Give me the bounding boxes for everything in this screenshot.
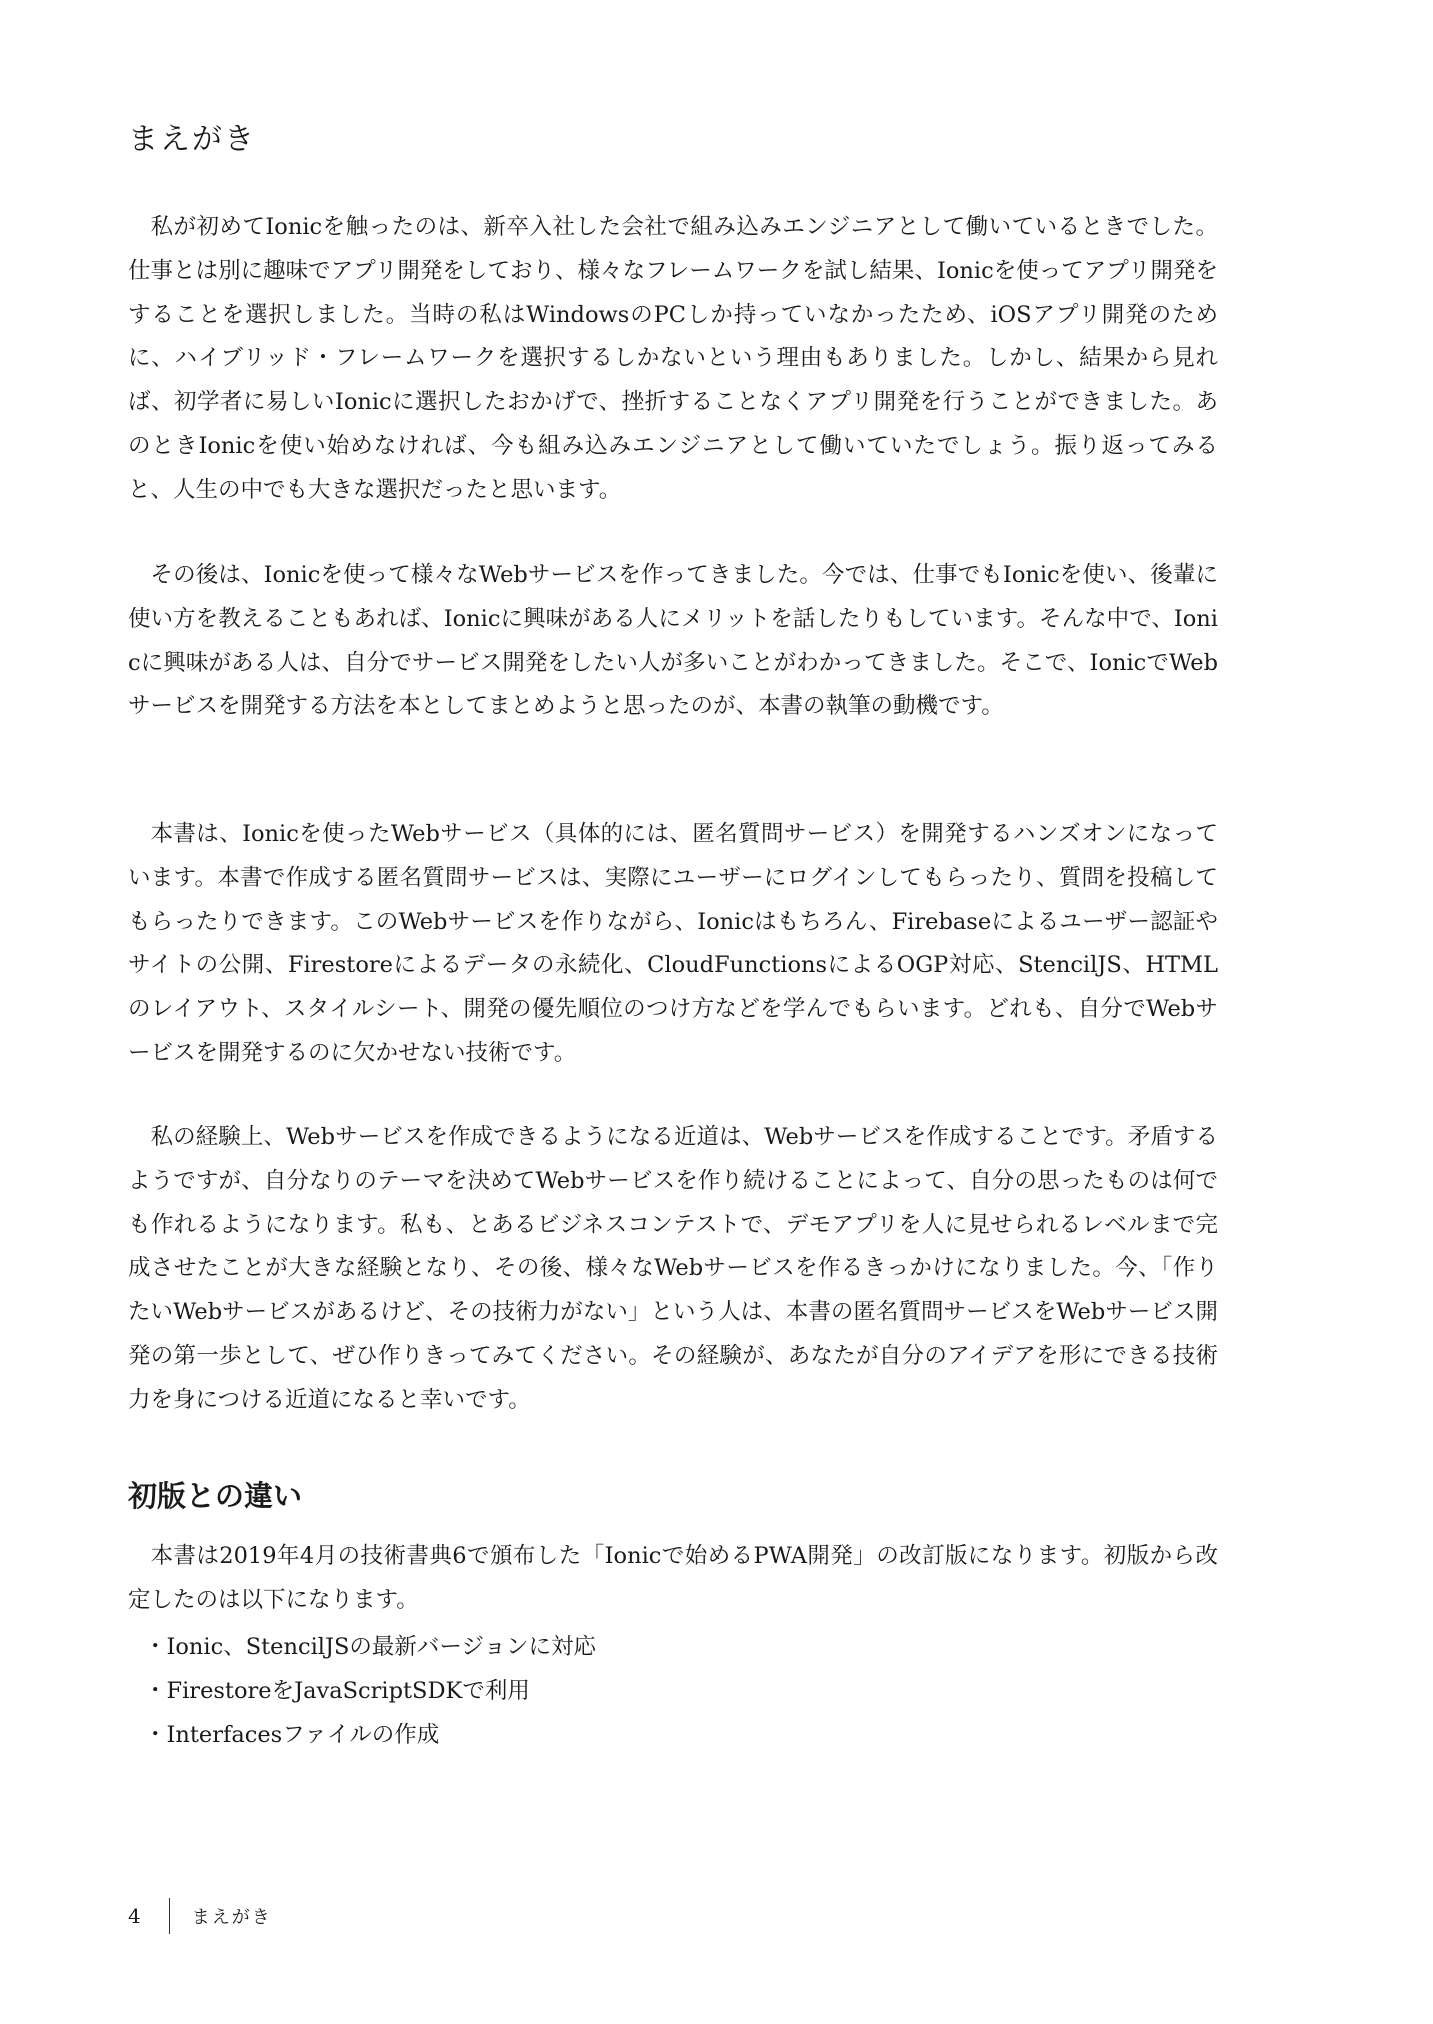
paragraph-2: その後は、Ionicを使って様々なWebサービスを作ってきました。今では、仕事でもIonicを使い、後輩に使い方を教えることもあれば、Ionicに興味がある人にメリットを話したりもしています。そんな中で、Ionicに興味がある人は、自分でサービス開発をしたい人が多いことがわかってきました。そこで、IonicでWebサービスを開発する方法を本としてまとめようと思ったのが、本書の執筆の動機です。 <box>128 562 1218 720</box>
paragraph-1: 私が初めてIonicを触ったのは、新卒入社した会社で組み込みエンジニアとして働いているときでした。仕事とは別に趣味でアプリ開発をしており、様々なフレームワークを試し結果、Ionicを使ってアプリ開発をすることを選択しました。当時の私はWindowsのPCしか持っていなかったため、iOSアプリ開発のために、ハイブリッド・フレームワークを選択するしかないという理由もありました。しかし、結果から見れば、初学者に易しいIonicに選択したおかげで、挫折することなくアプリ開発を行うことができました。あのときIonicを使い始めなければ、今も組み込みエンジニアとして働いていたでしょう。振り返ってみると、人生の中でも大きな選択だったと思います。 <box>128 214 1218 503</box>
list-item: ・Ionic、StencilJSの最新バージョンに対応 <box>144 1634 597 1660</box>
change-list <box>144 1626 596 1757</box>
page-title: まえがき <box>128 122 256 157</box>
list-item: ・FirestoreをJavaScriptSDKで利用 <box>144 1677 530 1704</box>
section-intro: 本書は2019年4月の技術書典6で頒布した「Ionicで始めるPWA開発」の改訂版になります。初版から改定したのは以下になります。 <box>128 1543 1218 1613</box>
paragraph-4: 私の経験上、Webサービスを作成できるようになる近道は、Webサービスを作成することです。矛盾するようですが、自分なりのテーマを決めてWebサービスを作り続けることによって、自分の思ったものは何でも作れるようになります。私も、とあるビジネスコンテストで、デモアプリを人に見せられるレベルまで完成させたことが大きな経験となり、その後、様々なWebサービスを作るきっかけになりました。今、「作りたいWebサービスがあるけど、その技術力がない」という人は、本書の匿名質問サービスをWebサービス開発の第一歩として、ぜひ作りきってみてください。その経験が、あなたが自分のアイデアを形にできる技術力を身につける近道になると幸いです。 <box>128 1124 1218 1413</box>
footer-divider <box>169 1898 170 1934</box>
list-item: ・Interfacesファイルの作成 <box>144 1721 440 1748</box>
page-footer <box>128 1898 272 1934</box>
section-heading: 初版との違い <box>128 1479 303 1513</box>
paragraph-3: 本書は、Ionicを使ったWebサービス（具体的には、匿名質問サービス）を開発するハンズオンになっています。本書で作成する匿名質問サービスは、実際にユーザーにログインしてもらったり、質問を投稿してもらったりできます。このWebサービスを作りながら、Ionicはもちろん、Firebaseによるユーザー認証やサイトの公開、Firestoreによるデータの永続化、CloudFunctionsによるOGP対応、StencilJS、HTMLのレイアウト、スタイルシート、開発の優先順位のつけ方などを学んでもらいます。どれも、自分でWebサービスを開発するのに欠かせない技術です。 <box>128 821 1218 1066</box>
page-number: 4 <box>128 1904 141 1928</box>
running-title: まえがき <box>191 1907 272 1928</box>
